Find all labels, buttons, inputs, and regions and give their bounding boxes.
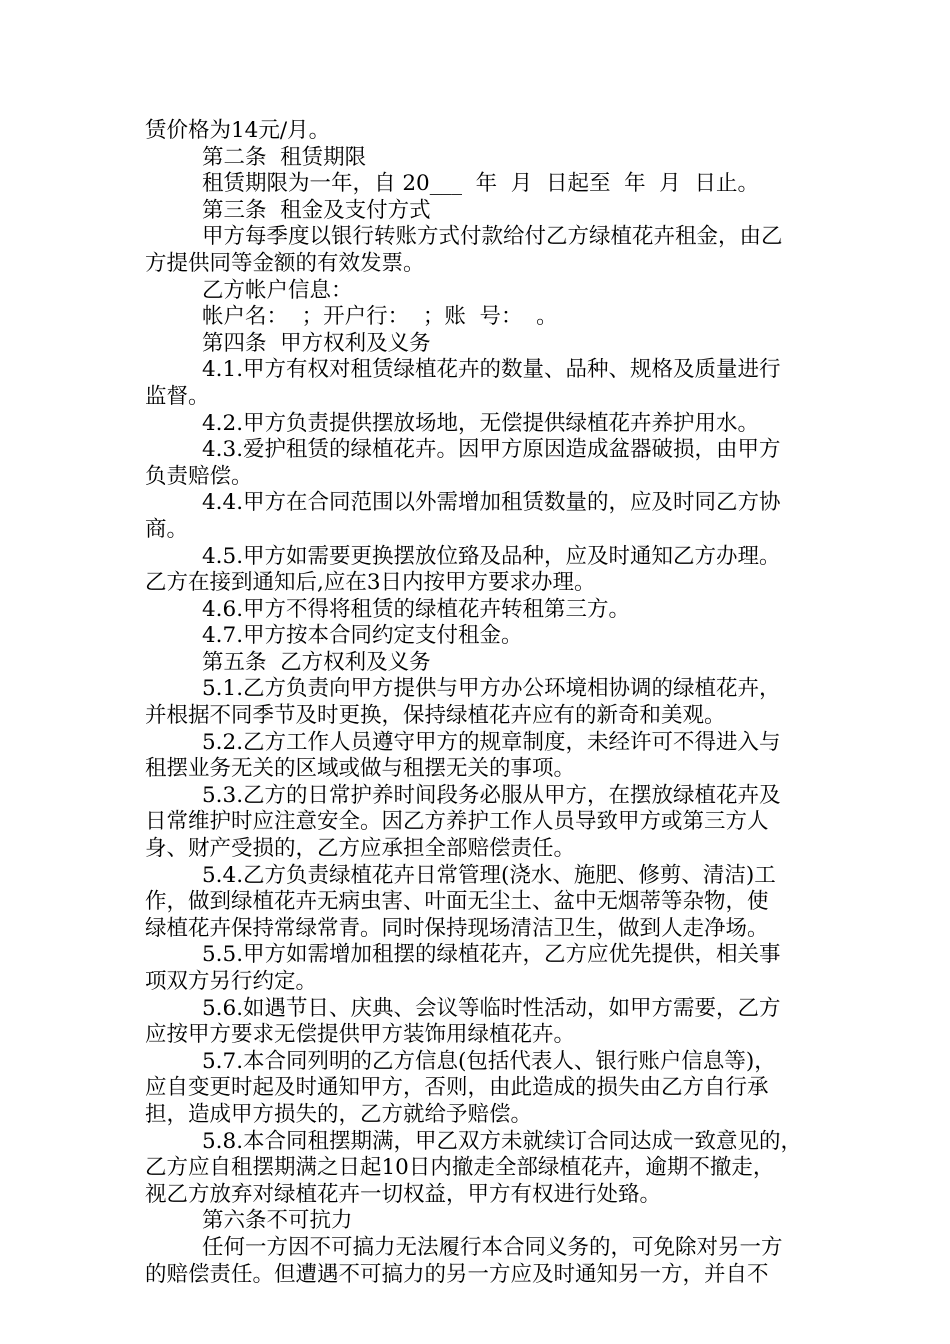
text-line: 5.7.本合同列明的乙方信息(包括代表人、银行账户信息等)， xyxy=(202,1048,776,1074)
text-line: 第四条 甲方权利及义务 xyxy=(202,330,431,356)
text-line: 第五条 乙方权利及义务 xyxy=(202,649,431,675)
text-line: 5.3.乙方的日常护养时间段务必服从甲方，在摆放绿植花卉及 xyxy=(202,782,781,808)
text-line: 赁价格为14元/月。 xyxy=(145,118,331,143)
text-line: 项双方另行约定。 xyxy=(145,969,318,994)
text-line: 日常维护时应注意安全。因乙方养护工作人员导致甲方或第三方人 xyxy=(145,809,769,835)
text-line: 身、财产受损的，乙方应承担全部赔偿责任。 xyxy=(145,836,576,862)
text-line: 担，造成甲方损失的，乙方就给予赔偿。 xyxy=(145,1101,533,1127)
text-line: 第六条不可抗力 xyxy=(202,1208,353,1234)
text-line: 5.8.本合同租摆期满，甲乙双方未就续订合同达成一致意见的， xyxy=(202,1128,803,1154)
text-line: 租摆业务无关的区域或做与租摆无关的事项。 xyxy=(145,756,576,782)
text-line: 的赔偿责任。但遭遇不可搞力的另一方应及时通知另一方，并自不 xyxy=(145,1261,769,1287)
text-line: 4.2.甲方负责提供摆放场地，无偿提供绿植花卉养护用水。 xyxy=(202,410,760,436)
text-line: 4.1.甲方有权对租赁绿植花卉的数量、品种、规格及质量进行 xyxy=(202,357,781,383)
text-line: 负责赔偿。 xyxy=(145,463,253,489)
text-line: 4.6.甲方不得将租赁的绿植花卉转租第三方。 xyxy=(202,596,631,622)
document-page xyxy=(145,118,817,1288)
text-line: 4.5.甲方如需要更换摆放位臵及品种，应及时通知乙方办理。 xyxy=(202,543,781,569)
text-line: 应自变更时起及时通知甲方，否则，由此造成的损失由乙方自行承 xyxy=(145,1075,769,1101)
text-line: 商。 xyxy=(145,516,189,542)
text-line: 乙方应自租摆期满之日起10日内撤走全部绿植花卉，逾期不撤走， xyxy=(145,1155,775,1181)
text-line: 乙方帐户信息： xyxy=(202,277,353,303)
text-line: 5.4.乙方负责绿植花卉日常管理(浇水、施肥、修剪、清洁)工 xyxy=(202,862,776,888)
text-line: 第二条 租赁期限 xyxy=(202,144,367,170)
text-line: 5.2.乙方工作人员遵守甲方的规章制度，未经许可不得进入与 xyxy=(202,729,781,755)
text-line: 视乙方放弃对绿植花卉一切权益，甲方有权进行处臵。 xyxy=(145,1181,662,1207)
text-line: 绿植花卉保持常绿常青。同时保持现场清洁卫生，做到人走净场。 xyxy=(145,915,769,941)
text-line: 5.6.如遇节日、庆典、会议等临时性活动，如甲方需要，乙方 xyxy=(202,995,781,1021)
text-line: 作，做到绿植花卉无病虫害、叶面无尘土、盆中无烟蒂等杂物，使 xyxy=(145,889,769,915)
text-line: 甲方每季度以银行转账方式付款给付乙方绿植花卉租金，由乙 xyxy=(202,224,783,250)
text-line: 并根据不同季节及时更换，保持绿植花卉应有的新奇和美观。 xyxy=(145,703,726,729)
text-line: 5.1.乙方负责向甲方提供与甲方办公环境相协调的绿植花卉， xyxy=(202,676,781,702)
text-line: 租赁期限为一年，自 20___ 年 月 日起至 年 月 日止。 xyxy=(202,171,759,197)
text-line: 乙方在接到通知后,应在3日内按甲方要求办理。 xyxy=(145,570,596,596)
text-line: 4.3.爱护租赁的绿植花卉。因甲方原因造成盆器破损，由甲方 xyxy=(202,437,781,463)
text-line: 任何一方因不可搞力无法履行本合同义务的，可免除对另一方 xyxy=(202,1234,783,1260)
text-line: 5.5.甲方如需增加租摆的绿植花卉，乙方应优先提供，相关事 xyxy=(202,942,781,968)
text-line: 4.7.甲方按本合同约定支付租金。 xyxy=(202,623,523,649)
text-line: 第三条 租金及支付方式 xyxy=(202,197,431,223)
text-line: 4.4.甲方在合同范围以外需增加租赁数量的，应及时同乙方协 xyxy=(202,490,781,516)
text-line: 监督。 xyxy=(145,383,210,409)
text-line: 方提供同等金额的有效发票。 xyxy=(145,250,425,276)
text-line: 帐户名： ；开户行： ；账 号： 。 xyxy=(202,304,558,330)
text-line: 应按甲方要求无偿提供甲方装饰用绿植花卉。 xyxy=(145,1022,576,1048)
